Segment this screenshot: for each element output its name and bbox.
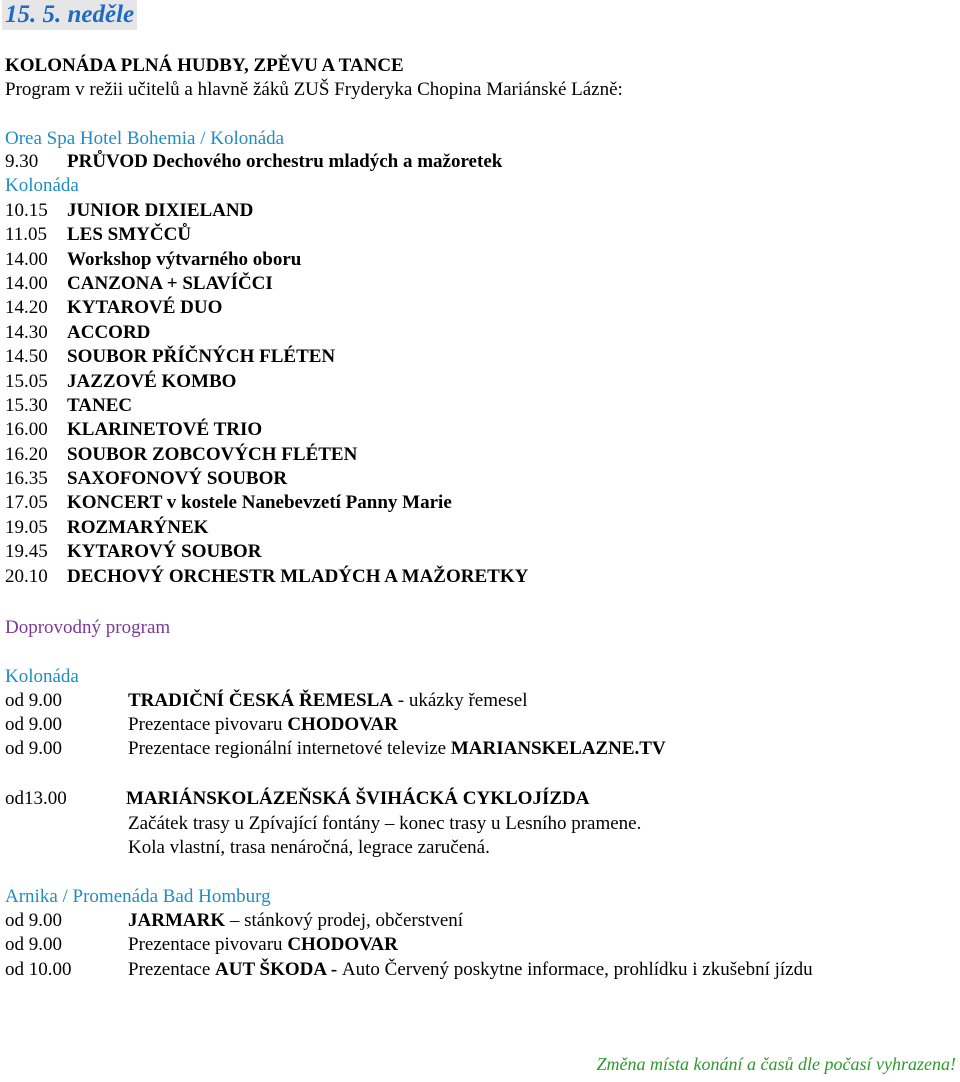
venue-bohemia: Orea Spa Hotel Bohemia / Kolonáda xyxy=(5,128,285,149)
schedule-row xyxy=(5,150,528,174)
arnika-rest: Auto Červený poskytne informace, prohlídku i zkušební jízdu xyxy=(341,959,813,980)
schedule-event: DECHOVÝ ORCHESTR MLADÝCH A MAŽORETKY xyxy=(67,565,529,587)
schedule-row xyxy=(5,565,528,589)
arnika-desc xyxy=(128,958,813,982)
schedule-time: 10.15 xyxy=(5,199,48,221)
schedule-row xyxy=(5,223,528,247)
schedule-row xyxy=(5,394,528,418)
schedule-time: 14.00 xyxy=(5,272,48,294)
schedule-time: 19.45 xyxy=(5,541,48,563)
arnika-time: od 10.00 xyxy=(5,959,72,980)
arnika-rest: – stánkový prodej, občerstvení xyxy=(225,910,464,931)
schedule-event: Workshop výtvarného oboru xyxy=(67,248,302,270)
page-title: 15. 5. neděle xyxy=(2,0,137,30)
schedule-time: 9.30 xyxy=(5,151,39,172)
acc-bold: MARIANSKELAZNE.TV xyxy=(450,738,666,759)
schedule-event: SOUBOR PŘÍČNÝCH FLÉTEN xyxy=(67,346,336,368)
schedule-event: ACCORD xyxy=(67,321,151,343)
arnika-time: od 9.00 xyxy=(5,934,62,955)
schedule-event: KONCERT v kostele Nanebevzetí Panny Marie xyxy=(67,492,452,514)
arnika-bold: JARMARK xyxy=(128,910,226,931)
schedule-event: CANZONA + SLAVÍČCI xyxy=(67,272,273,294)
schedule-row xyxy=(5,199,528,223)
schedule-time: 11.05 xyxy=(5,224,48,246)
acc-bold: CHODOVAR xyxy=(287,714,398,735)
schedule-time: 16.20 xyxy=(5,443,48,465)
schedule-event: SOUBOR ZOBCOVÝCH FLÉTEN xyxy=(67,443,358,465)
schedule-time: 14.20 xyxy=(5,297,48,319)
schedule-event: JUNIOR DIXIELAND xyxy=(67,199,254,221)
arnika-desc xyxy=(128,933,398,957)
schedule-event: PRŮVOD Dechového orchestru mladých a mažoretek xyxy=(67,151,503,172)
schedule-time: 16.35 xyxy=(5,468,48,490)
schedule-row xyxy=(5,370,528,394)
schedule-row xyxy=(5,516,528,540)
schedule-time: 14.30 xyxy=(5,321,48,343)
schedule-time: 20.10 xyxy=(5,565,48,587)
arnika-bold: AUT ŠKODA - xyxy=(215,959,342,980)
schedule-event: SAXOFONOVÝ SOUBOR xyxy=(67,468,288,490)
cyklojizda-line1: Začátek trasy u Zpívající fontány – konec trasy u Lesního pramene. xyxy=(128,813,642,834)
schedule-row xyxy=(5,345,528,369)
accompanying-venue: Kolonáda xyxy=(5,666,79,687)
schedule-event: JAZZOVÉ KOMBO xyxy=(67,370,237,392)
schedule-time: 15.05 xyxy=(5,370,48,392)
schedule-row xyxy=(5,467,528,491)
schedule-time: 14.00 xyxy=(5,248,48,270)
schedule-time: 15.30 xyxy=(5,394,48,416)
acc-pre: Prezentace pivovaru xyxy=(128,714,288,735)
schedule-row xyxy=(5,296,528,320)
schedule-event: ROZMARÝNEK xyxy=(67,516,209,538)
event-subtitle: Program v režii učitelů a hlavně žáků ZUŠ Fryderyka Chopina Mariánské Lázně: xyxy=(5,79,623,100)
schedule-row xyxy=(5,321,528,345)
schedule-time: 14.50 xyxy=(5,346,48,368)
cyklojizda-title: MARIÁNSKOLÁZEŇSKÁ ŠVIHÁCKÁ CYKLOJÍZDA xyxy=(126,788,590,809)
acc-desc xyxy=(128,713,398,737)
arnika-bold: CHODOVAR xyxy=(287,934,398,955)
acc-time: od 9.00 xyxy=(5,738,62,759)
acc-bold: TRADIČNÍ ČESKÁ ŘEMESLA xyxy=(128,690,393,711)
acc-time: od 9.00 xyxy=(5,714,62,735)
schedule-event: LES SMYČCŮ xyxy=(67,224,192,246)
schedule-row xyxy=(5,540,528,564)
acc-rest: - ukázky řemesel xyxy=(393,690,528,711)
schedule-time: 17.05 xyxy=(5,492,48,514)
acc-desc xyxy=(128,689,528,713)
schedule-row xyxy=(5,272,528,296)
arnika-desc xyxy=(128,909,463,933)
schedule-row xyxy=(5,248,528,272)
schedule-event: KLARINETOVÉ TRIO xyxy=(67,419,263,441)
schedule-row xyxy=(5,418,528,442)
acc-time: od13.00 xyxy=(5,788,67,809)
schedule-row xyxy=(5,443,528,467)
schedule-time: 19.05 xyxy=(5,516,48,538)
venue-kolonada: Kolonáda xyxy=(5,175,79,197)
schedule-event: KYTAROVÉ DUO xyxy=(67,297,223,319)
accompanying-heading: Doprovodný program xyxy=(5,617,171,638)
acc-desc xyxy=(128,737,666,761)
schedule-time: 16.00 xyxy=(5,419,48,441)
schedule-event: KYTAROVÝ SOUBOR xyxy=(67,541,262,563)
arnika-venue: Arnika / Promenáda Bad Homburg xyxy=(5,886,271,907)
acc-pre: Prezentace regionální internetové televize xyxy=(128,738,451,759)
cyklojizda-line2: Kola vlastní, trasa nenáročná, legrace zaručená. xyxy=(128,837,490,858)
schedule-event: TANEC xyxy=(67,394,133,416)
event-title: KOLONÁDA PLNÁ HUDBY, ZPĚVU A TANCE xyxy=(5,55,404,76)
arnika-pre: Prezentace xyxy=(128,959,216,980)
footer-note: Změna místa konání a časů dle počasí vyhrazena! xyxy=(596,1054,956,1074)
acc-time: od 9.00 xyxy=(5,690,62,711)
arnika-pre: Prezentace pivovaru xyxy=(128,934,288,955)
schedule-row xyxy=(5,491,528,515)
arnika-time: od 9.00 xyxy=(5,910,62,931)
schedule-list xyxy=(5,150,528,589)
